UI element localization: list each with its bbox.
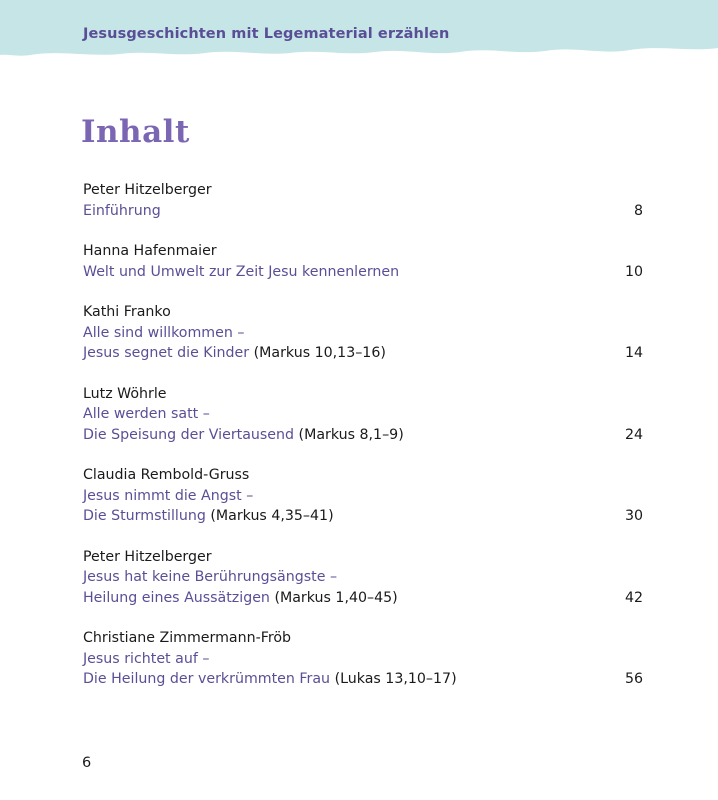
toc-title-line: Jesus nimmt die Angst – (83, 487, 254, 504)
toc-entry[interactable] (83, 180, 643, 221)
toc-author: Christiane Zimmermann-Fröb (83, 630, 292, 646)
toc-entry[interactable] (83, 302, 643, 364)
toc-author: Lutz Wöhrle (83, 385, 167, 402)
toc-author: Kathi Franko (83, 304, 171, 320)
toc-title-line: Welt und Umwelt zur Zeit Jesu kennenlernen (83, 263, 400, 280)
toc-entry[interactable] (83, 547, 643, 609)
toc-bible-reference: (Markus 10,13–16) (253, 345, 386, 361)
toc-page-number: 56 (624, 671, 643, 687)
toc-entry[interactable] (83, 241, 643, 282)
toc-bible-reference: (Markus 8,1–9) (298, 426, 404, 443)
toc-page-number: 14 (624, 345, 643, 361)
toc-author: Claudia Rembold-Gruss (83, 467, 250, 483)
toc-author: Peter Hitzelberger (83, 548, 212, 565)
toc-author: Peter Hitzelberger (83, 182, 212, 198)
toc-page-number: 30 (624, 508, 643, 524)
header-band (0, 0, 718, 64)
table-of-contents (83, 180, 643, 710)
toc-entry[interactable] (83, 465, 643, 527)
toc-title-line: Jesus richtet auf – (83, 650, 210, 667)
toc-title-line: Einführung (83, 202, 161, 219)
toc-title-line: Jesus hat keine Berührungsängste – (83, 569, 338, 585)
toc-title-line: Heilung eines Aussätzigen (83, 589, 270, 606)
toc-title-line: Die Speisung der Viertausend (83, 426, 295, 443)
toc-entry[interactable] (83, 384, 643, 446)
page-title: Inhalt (81, 114, 190, 150)
toc-author: Hanna Hafenmaier (83, 243, 217, 259)
toc-page-number: 42 (624, 589, 643, 606)
toc-entry[interactable] (83, 628, 643, 690)
toc-title-line: Alle werden satt – (83, 406, 210, 422)
toc-title-line: Alle sind willkommen – (83, 324, 245, 341)
toc-page-number: 8 (633, 202, 643, 219)
toc-bible-reference: (Markus 4,35–41) (210, 508, 334, 524)
toc-page-number: 24 (624, 426, 643, 443)
toc-page-number: 10 (624, 263, 643, 280)
toc-title-line: Die Sturmstillung (83, 508, 206, 524)
running-title: Jesusgeschichten mit Legematerial erzählen (83, 26, 450, 42)
toc-bible-reference: (Markus 1,40–45) (274, 589, 398, 606)
toc-bible-reference: (Lukas 13,10–17) (334, 671, 457, 687)
toc-title-line: Die Heilung der verkrümmten Frau (83, 671, 331, 687)
page-number: 6 (82, 755, 92, 771)
toc-title-line: Jesus segnet die Kinder (83, 345, 250, 361)
